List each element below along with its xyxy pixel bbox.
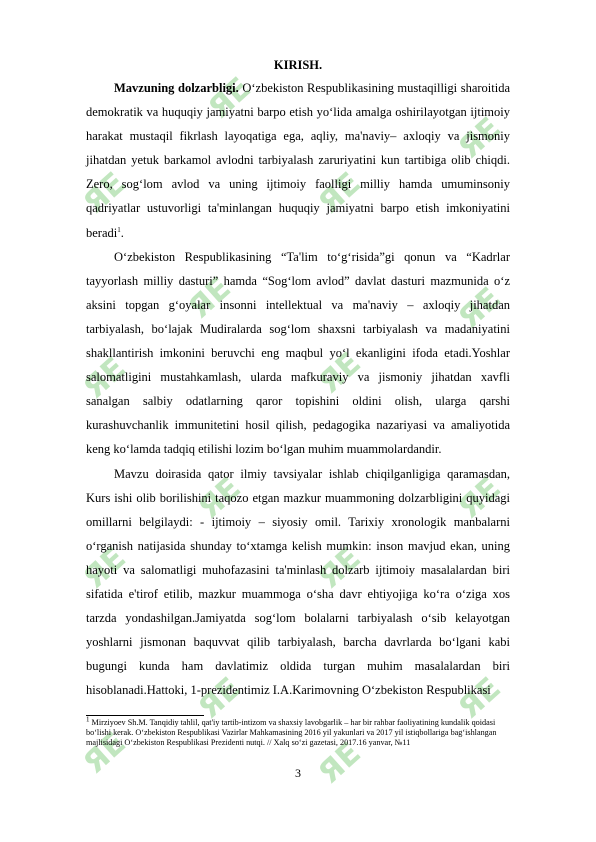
paragraph-2: O‘zbekiston Respublikasining “Ta'lim to‘g‘risida”gi qonun va “Kadrlar tayyorlash milliy dasturi” hamda “Sog‘lom avlod” davlat dasturi mazmunida o‘z aksini topgan g‘oyalar insonni intellektual va ma'naviy – axloqiy jihatdan tarbiyalash, bo‘lajak Mudiralarda sog‘lom shaxsni tarbiyalash va madaniyatini shakllantirish imkonini beruvchi eng maqbul yo‘l ekanligini ifoda etadi.Yoshlar salomatligini mustahkamlash, ularda mafkuraviy va jismoniy jihatdan xavfli sanalgan salbiy odatlarning qaror topishini oldini olish, ularga qarshi kurashuvchanlik immunitetini hosil qilish, pedagogika nazariyasi va amaliyotida keng ko‘lamda tadqiq etilishi lozim bo‘lgan muhim muammolardandir. (86, 249, 510, 457)
footnote-divider (86, 715, 204, 716)
paragraph-1 (86, 76, 510, 245)
svg-text:ЯЕ: ЯЕ (451, 670, 508, 726)
svg-text:ЯЕ: ЯЕ (451, 470, 508, 526)
page-number: 3 (295, 766, 301, 780)
svg-text:ЯЕ: ЯЕ (451, 280, 508, 336)
svg-text:ЯЕ: ЯЕ (311, 735, 368, 791)
paragraph-1-lead: Mavzuning dolzarbligi. (114, 81, 239, 95)
svg-text:ЯЕ: ЯЕ (201, 70, 258, 126)
svg-text:ЯЕ: ЯЕ (311, 540, 368, 596)
svg-text:ЯЕ: ЯЕ (311, 165, 368, 221)
footnote (86, 715, 510, 749)
svg-text:ЯЕ: ЯЕ (76, 540, 133, 596)
svg-text:ЯЕ: ЯЕ (76, 350, 133, 406)
document-body (86, 58, 510, 702)
paragraph-3: Mavzu doirasida qator ilmiy tavsiyalar ishlab chiqilganligiga qaramasdan, Kurs ishi olib borilishini taqozo etgan mazkur muammoning dolzarbligini quyidagi omillarni belgilaydi: - ijtimoiy – siyosiy omil. Tarixiy xronologik manbalarni o‘rganish natijasida shunday to‘xtamga kelish mumkin: inson mavjud ekan, uning hayoti va salomatligi muhofazasini ta'minlash dolzarb ijtimoiy masalalardan biri sifatida e'tirof etilib, mazkur muammoga o‘sha davr ehtiyojiga ko‘ra o‘ziga xos tarzda yondashilgan.Jamiyatda sog‘lom bolalarni tarbiyalash o‘sib kelayotgan yoshlarni jismonan baquvvat qilib tarbiyalash, barcha davrlarda bo‘lgani kabi bugungi kunda ham davlatimiz oldida turgan muhim masalalardan biri hisoblanadi.Hattoki, 1-prezidentimiz I.A.Karimovning O‘zbekiston Respublikasi (86, 466, 510, 698)
footnote-text: Mirziyoev Sh.M. Tanqidiy tahlil, qat'iy tartib-intizom va shaxsiy lavobgarlik – har bir rahbar faoliyatining kundalik qoidasi bo‘lishi kerak. O‘zbekiston Respublikasi Vazirlar Mahkamasining 2016 yil yakunlari va 2017 yil istiqbollariga bag‘ishlangan majlisidagi O‘zbekiston Respublikasi Prezidenti nutqi. // Xalq so‘zi gazetasi, 2017.16 yanvar, №11 (86, 718, 497, 748)
svg-text:ЯЕ: ЯЕ (451, 110, 508, 166)
svg-text:ЯЕ: ЯЕ (191, 670, 248, 726)
section-heading: KIRISH. (273, 58, 323, 72)
svg-text:ЯЕ: ЯЕ (191, 470, 248, 526)
svg-text:ЯЕ: ЯЕ (181, 270, 238, 326)
paragraph-1-end: . (120, 225, 124, 240)
svg-text:ЯЕ: ЯЕ (311, 345, 368, 401)
svg-text:ЯЕ: ЯЕ (76, 725, 133, 781)
footnote-marker: 1 (86, 715, 90, 724)
svg-text:ЯЕ: ЯЕ (76, 165, 133, 221)
footnote-ref[interactable]: 1 (117, 225, 121, 234)
paragraph-1-text: O‘zbekiston Respublikasining mustaqilligi sharoitida demokratik va huquqiy jamiyatni barpo etish yo‘lida amalga oshirilayotgan ijtimoiy harakat mustaqil fikrlash layoqatiga ega, aqliy, ma'naviy– axloqiy va jismoniy jihatdan yetuk barkamol avlodni tarbiyalash zaruriyatini kun tartibiga olib chiqdi. Zero, sog‘lom avlod va uning ijtimoiy faolligi milliy hamda umuminsoniy qadriyatlar ustuvorligi ta'minlangan huquqiy jamiyatni barpo etish imkoniyatini beradi (86, 81, 510, 240)
